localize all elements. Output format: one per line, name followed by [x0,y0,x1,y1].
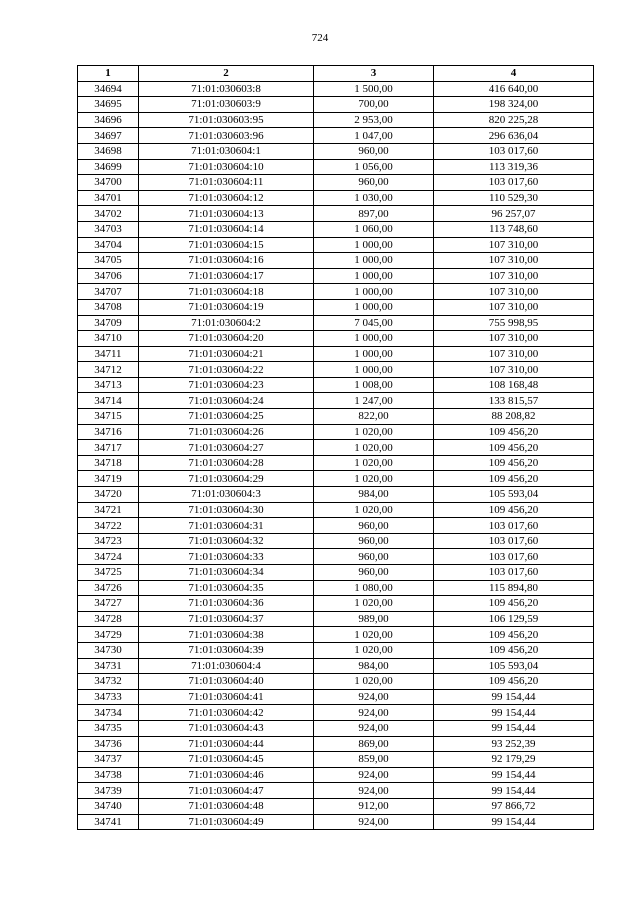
cadastral-number: 71:01:030604:12 [139,190,314,206]
table-header-row [78,66,594,82]
area-value: 1 080,00 [314,580,434,596]
area-value: 1 020,00 [314,440,434,456]
area-value: 1 020,00 [314,627,434,643]
area-value: 2 953,00 [314,112,434,128]
cadastral-number: 71:01:030604:29 [139,471,314,487]
table-row [78,565,594,581]
row-number: 34708 [78,299,139,315]
area-value: 869,00 [314,736,434,752]
table-row [78,767,594,783]
table-row [78,549,594,565]
area-value: 1 020,00 [314,674,434,690]
row-number: 34736 [78,736,139,752]
table-row [78,533,594,549]
row-number: 34698 [78,143,139,159]
cadastral-number: 71:01:030604:45 [139,752,314,768]
cadastral-number: 71:01:030604:40 [139,674,314,690]
table-row [78,783,594,799]
row-number: 34726 [78,580,139,596]
cadastral-number: 71:01:030604:46 [139,767,314,783]
area-value: 1 020,00 [314,455,434,471]
cadastral-number: 71:01:030604:10 [139,159,314,175]
cost-value: 105 593,04 [434,658,594,674]
area-value: 1 000,00 [314,362,434,378]
cost-value: 107 310,00 [434,362,594,378]
cost-value: 296 636,04 [434,128,594,144]
cost-value: 820 225,28 [434,112,594,128]
cadastral-number: 71:01:030604:17 [139,268,314,284]
table-row [78,580,594,596]
cost-value: 107 310,00 [434,237,594,253]
cost-value: 96 257,07 [434,206,594,222]
area-value: 1 500,00 [314,81,434,97]
cadastral-number: 71:01:030604:39 [139,642,314,658]
row-number: 34699 [78,159,139,175]
column-header-2: 2 [139,66,314,82]
column-header-1: 1 [78,66,139,82]
cost-value: 113 748,60 [434,221,594,237]
table-row [78,362,594,378]
row-number: 34711 [78,346,139,362]
column-header-3: 3 [314,66,434,82]
table-row [78,471,594,487]
table-body [78,81,594,830]
area-value: 960,00 [314,549,434,565]
cadastral-number: 71:01:030604:1 [139,143,314,159]
cost-value: 103 017,60 [434,533,594,549]
row-number: 34725 [78,565,139,581]
area-value: 924,00 [314,814,434,830]
cadastral-number: 71:01:030604:16 [139,253,314,269]
table-row [78,440,594,456]
cost-value: 92 179,29 [434,752,594,768]
cadastral-number: 71:01:030604:23 [139,377,314,393]
table-row [78,284,594,300]
table-row [78,611,594,627]
table-row [78,268,594,284]
table-row [78,752,594,768]
cadastral-number: 71:01:030604:24 [139,393,314,409]
table-row [78,705,594,721]
cost-value: 110 529,30 [434,190,594,206]
row-number: 34720 [78,487,139,503]
cost-value: 103 017,60 [434,518,594,534]
data-table [77,65,594,830]
cadastral-number: 71:01:030604:32 [139,533,314,549]
cost-value: 107 310,00 [434,268,594,284]
cost-value: 99 154,44 [434,705,594,721]
area-value: 1 056,00 [314,159,434,175]
row-number: 34702 [78,206,139,222]
cadastral-number: 71:01:030604:36 [139,596,314,612]
area-value: 924,00 [314,767,434,783]
row-number: 34707 [78,284,139,300]
area-value: 1 000,00 [314,331,434,347]
cost-value: 103 017,60 [434,565,594,581]
cost-value: 109 456,20 [434,627,594,643]
cadastral-number: 71:01:030603:95 [139,112,314,128]
cadastral-number: 71:01:030603:8 [139,81,314,97]
table-row [78,518,594,534]
cost-value: 115 894,80 [434,580,594,596]
area-value: 859,00 [314,752,434,768]
cadastral-number: 71:01:030604:44 [139,736,314,752]
row-number: 34729 [78,627,139,643]
cost-value: 103 017,60 [434,175,594,191]
table-row [78,736,594,752]
area-value: 1 000,00 [314,237,434,253]
cadastral-number: 71:01:030604:18 [139,284,314,300]
cost-value: 109 456,20 [434,674,594,690]
cost-value: 198 324,00 [434,97,594,113]
area-value: 1 020,00 [314,471,434,487]
cadastral-number: 71:01:030604:25 [139,409,314,425]
area-value: 1 000,00 [314,299,434,315]
row-number: 34741 [78,814,139,830]
cadastral-number: 71:01:030604:4 [139,658,314,674]
row-number: 34695 [78,97,139,113]
row-number: 34727 [78,596,139,612]
cadastral-number: 71:01:030604:13 [139,206,314,222]
cost-value: 109 456,20 [434,440,594,456]
table-row [78,159,594,175]
row-number: 34738 [78,767,139,783]
cadastral-number: 71:01:030604:11 [139,175,314,191]
table-row [78,658,594,674]
table-row [78,674,594,690]
area-value: 960,00 [314,533,434,549]
cost-value: 99 154,44 [434,689,594,705]
table-row [78,689,594,705]
row-number: 34731 [78,658,139,674]
table-row [78,627,594,643]
cost-value: 99 154,44 [434,720,594,736]
row-number: 34739 [78,783,139,799]
table-row [78,502,594,518]
cadastral-number: 71:01:030604:37 [139,611,314,627]
cost-value: 103 017,60 [434,549,594,565]
row-number: 34712 [78,362,139,378]
cadastral-number: 71:01:030604:20 [139,331,314,347]
row-number: 34709 [78,315,139,331]
table-row [78,128,594,144]
row-number: 34704 [78,237,139,253]
table-row [78,487,594,503]
table-row [78,346,594,362]
area-value: 960,00 [314,518,434,534]
area-value: 924,00 [314,689,434,705]
row-number: 34697 [78,128,139,144]
row-number: 34716 [78,424,139,440]
cadastral-number: 71:01:030604:28 [139,455,314,471]
cost-value: 109 456,20 [434,455,594,471]
cost-value: 106 129,59 [434,611,594,627]
cost-value: 109 456,20 [434,642,594,658]
cost-value: 109 456,20 [434,502,594,518]
area-value: 1 020,00 [314,642,434,658]
cadastral-number: 71:01:030604:3 [139,487,314,503]
row-number: 34718 [78,455,139,471]
table-row [78,455,594,471]
table-row [78,798,594,814]
cost-value: 107 310,00 [434,299,594,315]
area-value: 960,00 [314,175,434,191]
area-value: 1 000,00 [314,253,434,269]
row-number: 34721 [78,502,139,518]
table-row [78,175,594,191]
row-number: 34732 [78,674,139,690]
row-number: 34735 [78,720,139,736]
area-value: 1 020,00 [314,424,434,440]
table-row [78,424,594,440]
cadastral-number: 71:01:030604:48 [139,798,314,814]
cost-value: 93 252,39 [434,736,594,752]
cadastral-number: 71:01:030604:15 [139,237,314,253]
column-header-4: 4 [434,66,594,82]
row-number: 34706 [78,268,139,284]
cost-value: 99 154,44 [434,783,594,799]
cadastral-number: 71:01:030604:42 [139,705,314,721]
row-number: 34740 [78,798,139,814]
table-row [78,377,594,393]
table-row [78,143,594,159]
row-number: 34696 [78,112,139,128]
cost-value: 108 168,48 [434,377,594,393]
table-row [78,596,594,612]
row-number: 34703 [78,221,139,237]
area-value: 1 030,00 [314,190,434,206]
cost-value: 107 310,00 [434,346,594,362]
table-row [78,81,594,97]
row-number: 34722 [78,518,139,534]
row-number: 34705 [78,253,139,269]
row-number: 34730 [78,642,139,658]
area-value: 924,00 [314,720,434,736]
cadastral-number: 71:01:030604:14 [139,221,314,237]
cadastral-number: 71:01:030604:47 [139,783,314,799]
area-value: 1 020,00 [314,502,434,518]
row-number: 34733 [78,689,139,705]
cost-value: 88 208,82 [434,409,594,425]
cadastral-number: 71:01:030604:27 [139,440,314,456]
area-value: 989,00 [314,611,434,627]
table-row [78,206,594,222]
area-value: 1 000,00 [314,268,434,284]
cadastral-number: 71:01:030604:33 [139,549,314,565]
table-row [78,97,594,113]
area-value: 1 008,00 [314,377,434,393]
cost-value: 109 456,20 [434,596,594,612]
table-row [78,409,594,425]
row-number: 34701 [78,190,139,206]
row-number: 34700 [78,175,139,191]
cadastral-number: 71:01:030604:26 [139,424,314,440]
area-value: 822,00 [314,409,434,425]
cadastral-number: 71:01:030603:96 [139,128,314,144]
table-row [78,190,594,206]
cost-value: 105 593,04 [434,487,594,503]
row-number: 34734 [78,705,139,721]
table-row [78,315,594,331]
row-number: 34723 [78,533,139,549]
area-value: 7 045,00 [314,315,434,331]
cadastral-number: 71:01:030604:31 [139,518,314,534]
table-row [78,720,594,736]
cost-value: 113 319,36 [434,159,594,175]
cost-value: 107 310,00 [434,331,594,347]
cadastral-number: 71:01:030604:34 [139,565,314,581]
cost-value: 133 815,57 [434,393,594,409]
area-value: 960,00 [314,143,434,159]
row-number: 34719 [78,471,139,487]
area-value: 1 000,00 [314,284,434,300]
area-value: 700,00 [314,97,434,113]
area-value: 960,00 [314,565,434,581]
cost-value: 107 310,00 [434,284,594,300]
row-number: 34694 [78,81,139,97]
cost-value: 99 154,44 [434,814,594,830]
row-number: 34724 [78,549,139,565]
cost-value: 109 456,20 [434,471,594,487]
cadastral-number: 71:01:030604:35 [139,580,314,596]
row-number: 34710 [78,331,139,347]
area-value: 924,00 [314,783,434,799]
area-value: 897,00 [314,206,434,222]
cost-value: 97 866,72 [434,798,594,814]
cadastral-number: 71:01:030604:41 [139,689,314,705]
cost-value: 103 017,60 [434,143,594,159]
area-value: 1 047,00 [314,128,434,144]
row-number: 34715 [78,409,139,425]
cadastral-number: 71:01:030604:22 [139,362,314,378]
cadastral-number: 71:01:030604:30 [139,502,314,518]
table-row [78,253,594,269]
row-number: 34728 [78,611,139,627]
row-number: 34717 [78,440,139,456]
table-row [78,642,594,658]
row-number: 34737 [78,752,139,768]
page-number: 724 [311,32,329,44]
table-row [78,221,594,237]
table-row [78,299,594,315]
area-value: 1 000,00 [314,346,434,362]
row-number: 34714 [78,393,139,409]
area-value: 912,00 [314,798,434,814]
area-value: 1 060,00 [314,221,434,237]
area-value: 1 247,00 [314,393,434,409]
cadastral-number: 71:01:030604:38 [139,627,314,643]
cost-value: 416 640,00 [434,81,594,97]
table-row [78,393,594,409]
cost-value: 109 456,20 [434,424,594,440]
cost-value: 107 310,00 [434,253,594,269]
table-row [78,814,594,830]
area-value: 984,00 [314,487,434,503]
area-value: 924,00 [314,705,434,721]
cadastral-number: 71:01:030604:43 [139,720,314,736]
cadastral-number: 71:01:030604:2 [139,315,314,331]
cost-value: 755 998,95 [434,315,594,331]
row-number: 34713 [78,377,139,393]
table-row [78,237,594,253]
cadastral-number: 71:01:030604:21 [139,346,314,362]
cadastral-number: 71:01:030604:19 [139,299,314,315]
table-row [78,331,594,347]
cadastral-number: 71:01:030604:49 [139,814,314,830]
cost-value: 99 154,44 [434,767,594,783]
table-row [78,112,594,128]
cadastral-number: 71:01:030603:9 [139,97,314,113]
area-value: 1 020,00 [314,596,434,612]
area-value: 984,00 [314,658,434,674]
